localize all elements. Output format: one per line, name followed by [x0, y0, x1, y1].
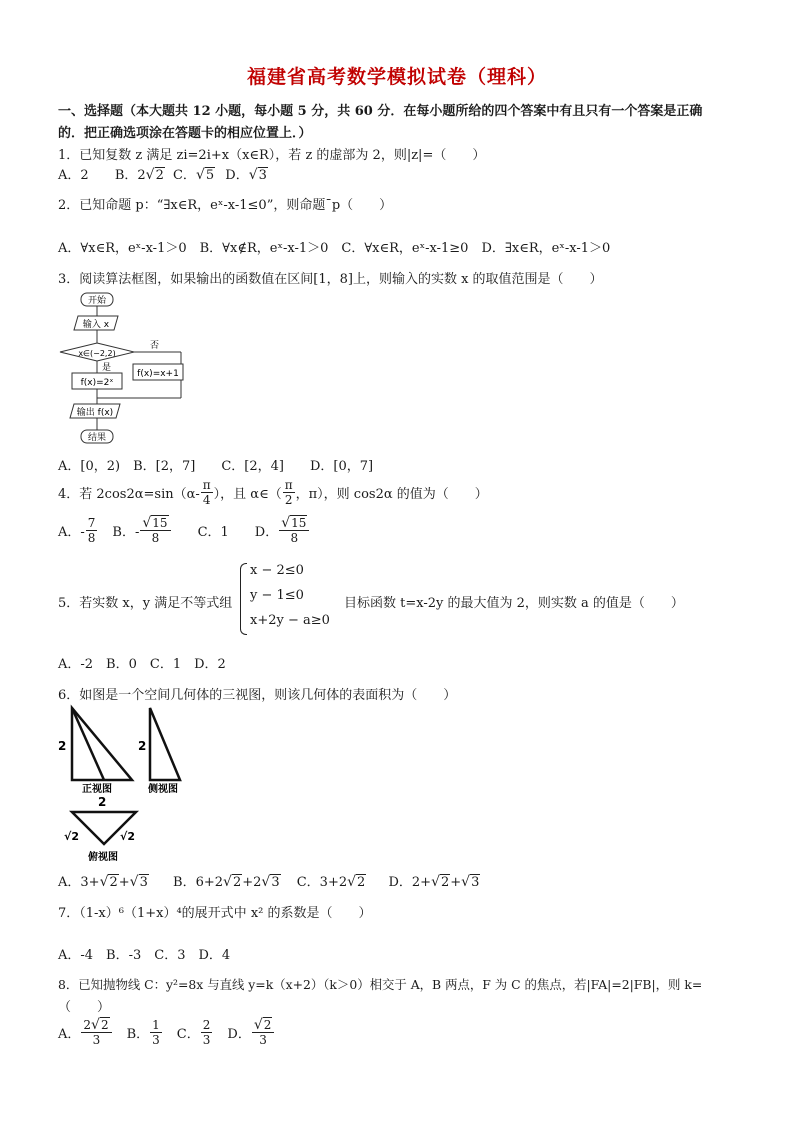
flow-left-label: f(x)=2ˣ [80, 378, 114, 388]
q8-option-d: D． [227, 1027, 251, 1042]
q6-option-c: C．3+2√2 [296, 874, 366, 890]
q8-options: A． $\frac{2√2}{3}$ B． $\frac{1}{3}$ C． $\frac{2}{3}$ D． $\frac{√2}{3}$ [58, 1018, 275, 1047]
q8-option-a: A． [58, 1027, 81, 1042]
q2-options: A．∀x∈R，eˣ-x-1＞0 B．∀x∉R，eˣ-x-1＞0 C．∀x∈R，eˣ-x-1≥0 D．∃x∈R，eˣ-x-1＞0 [58, 241, 611, 256]
q5-ineq-1: x − 2≤0 [250, 563, 304, 578]
q5-stem-post: 目标函数 t=x-2y 的最大值为 2，则实数 a 的值是（ ） [344, 596, 684, 611]
q6-options [58, 871, 480, 890]
q5-inequality-system [240, 563, 340, 635]
section-instructions-line1: 一、选择题（本大题共 12 小题，每小题 5 分，共 60 分．在每小题所给的四个答案中有且只有一个答案是正确 [58, 104, 703, 119]
top-view-left-edge: √2 [64, 830, 79, 843]
front-view-label: 正视图 [82, 784, 112, 795]
flowchart [56, 290, 186, 450]
flow-input-label: 输入 x [82, 320, 110, 330]
q8-stem-line2: （ ） [58, 1000, 111, 1015]
q4-options: A．- $\frac{7}{8}$ B．- $\frac{√15}{8}$ C．1 D． $\frac{√15}{8}$ [58, 516, 310, 545]
q4-option-a: A．- [58, 525, 85, 540]
flow-yes-label: 是 [102, 363, 112, 373]
three-views-figure [56, 704, 196, 866]
q3-options: A．[0，2) B．[2，7] C．[2，4] D．[0，7] [58, 459, 374, 474]
q4-stem: 4．若 2cos2α=sin（α- $\frac{\pi}{4}$ ），且 α∈（ $\frac{\pi}{2}$ ，π），则 cos2α 的值为（ ） [58, 478, 488, 507]
q6-option-a: A．3+√2+√3 [58, 874, 148, 890]
q1-option-c: C．√5 [172, 167, 215, 183]
flow-condition-label: x∈(−2,2) [78, 349, 116, 358]
page-title: 福建省高考数学模拟试卷（理科） [246, 66, 547, 88]
side-view-shape [150, 708, 180, 780]
q6-option-d: D．2+√2+√3 [388, 874, 480, 890]
q8-stem-line1: 8．已知抛物线 C：y²=8x 与直线 y=k（x+2）（k＞0）相交于 A，B 两点，F 为 C 的焦点，若|FA|=2|FB|，则 k= [58, 977, 703, 992]
q8-option-c: C． [176, 1027, 200, 1042]
q4-option-c: C．1 [197, 525, 229, 540]
q5-ineq-3: x+2y − a≥0 [250, 613, 330, 628]
q8-option-b: B． [126, 1027, 150, 1042]
top-view-width: 2 [98, 795, 107, 809]
flow-end-label: 结果 [87, 433, 107, 443]
front-view-height: 2 [58, 739, 67, 753]
flow-right-label: f(x)=x+1 [137, 369, 179, 379]
q1-option-d: D．√3 [225, 167, 267, 183]
section-instructions-line2: 的．把正确选项涂在答题卡的相应位置上．） [58, 126, 312, 141]
q2-stem: 2．已知命题 p：“∃x∈R，eˣ-x-1≤0”，则命题¯p（ ） [58, 198, 393, 213]
q5-stem-pre: 5．若实数 x，y 满足不等式组 [58, 596, 233, 611]
flow-output-label: 输出 f(x) [76, 408, 114, 418]
q3-stem: 3．阅读算法框图，如果输出的函数值在区间[1，8]上，则输入的实数 x 的取值范围是（ ） [58, 272, 603, 287]
q4-frac-pi-4: $\frac{\pi}{4}$ [202, 478, 211, 507]
q1-option-b: B．2√2 [114, 167, 164, 183]
front-view-shape [72, 708, 132, 780]
q1-option-a: A．2 [58, 168, 89, 183]
q5-options: A．-2 B．0 C．1 D．2 [58, 657, 226, 672]
q1-stem: 1．已知复数 z 满足 zi=2i+x（x∈R），若 z 的虚部为 2，则|z|=（ ） [58, 148, 486, 163]
q1-options [58, 164, 268, 183]
q7-stem: 7．（1-x）⁶（1+x）⁴的展开式中 x² 的系数是（ ） [58, 906, 372, 921]
top-view-right-edge: √2 [120, 830, 135, 843]
q4-option-b: B．- [112, 525, 140, 540]
side-view-height: 2 [138, 739, 147, 753]
q4-frac-pi-2: $\frac{\pi}{2}$ [284, 478, 293, 507]
q5-ineq-2: y − 1≤0 [250, 588, 304, 603]
q6-option-b: B．6+2√2+2√3 [173, 874, 280, 890]
top-view-label: 俯视图 [88, 852, 118, 863]
q6-stem: 6．如图是一个空间几何体的三视图，则该几何体的表面积为（ ） [58, 688, 457, 703]
side-view-label: 侧视图 [148, 784, 178, 795]
q7-options: A．-4 B．-3 C．3 D．4 [58, 948, 231, 963]
q4-option-d: D． [254, 525, 279, 540]
flow-start-label: 开始 [87, 296, 107, 306]
flow-no-label: 否 [150, 341, 160, 351]
